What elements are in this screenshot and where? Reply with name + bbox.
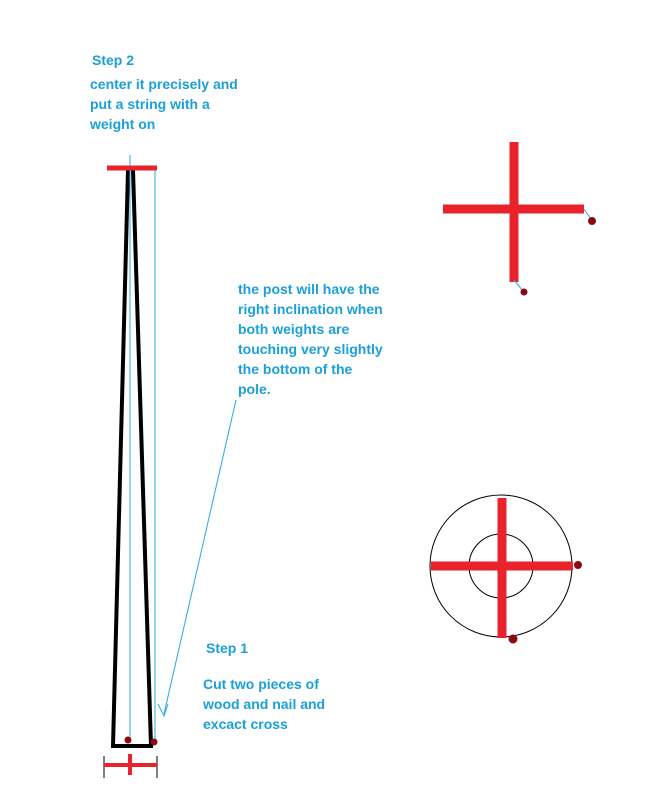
weight-left-bottom <box>125 737 132 744</box>
step1-line-1: Cut two pieces of <box>203 676 319 692</box>
step1-line-3: excact cross <box>203 716 288 732</box>
pole <box>111 170 153 746</box>
note-line-1: the post will have the <box>238 281 380 297</box>
note-line-4: touching very slightly <box>238 341 383 357</box>
step1-heading: Step 1 <box>206 640 249 656</box>
cross-top-view <box>443 142 596 296</box>
pole-left-edge <box>113 170 128 746</box>
step2-line-1: center it precisely and <box>90 76 238 92</box>
bottom-cross <box>104 754 157 778</box>
cross-weight-right <box>588 217 596 225</box>
step1-line-2: wood and nail and <box>203 696 326 712</box>
note-pointer-line <box>164 400 236 714</box>
step2-line-2: put a string with a <box>90 96 210 112</box>
pole-right-edge <box>133 170 151 746</box>
note-pointer-arrowhead <box>158 704 168 716</box>
weight-right-bottom <box>151 739 158 746</box>
step2-heading: Step 2 <box>92 52 135 68</box>
note-line-2: right inclination when <box>238 301 383 317</box>
note-line-5: the bottom of the <box>238 361 353 377</box>
target-weight-bottom <box>509 635 518 644</box>
target-weight-right <box>574 561 582 569</box>
note-line-6: pole. <box>238 381 271 397</box>
step2-line-3: weight on <box>90 116 156 132</box>
note-line-3: both weights are <box>238 321 350 337</box>
target-view <box>430 495 582 644</box>
cross-weight-bottom <box>521 289 528 296</box>
